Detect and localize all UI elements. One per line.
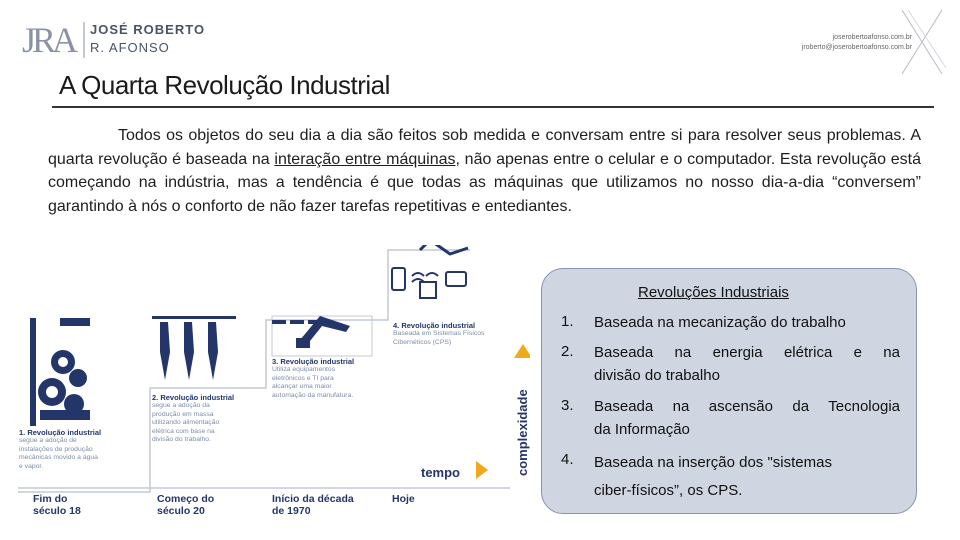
paragraph-part1: Todos os objetos do seu dia a dia são feitos sob medida e conversam entre si para resolver seus problemas. A quarta revolução é baseada na [48, 127, 921, 168]
stage4-desc: Baseada em Sistemas Físicos Cibernéticos (CPS) [393, 330, 485, 346]
paragraph-underlined-phrase: interação entre máquinas [274, 150, 456, 168]
brand-name: JOSÉ ROBERTO [90, 22, 206, 37]
cyber-physical-systems-icon [392, 245, 468, 298]
page-title: A Quarta Revolução Industrial [59, 70, 390, 100]
corner-x-mark [898, 8, 946, 76]
stage3-label: 3. Revolução industrial [272, 357, 355, 366]
time-label-3: Início da década de 1970 [272, 493, 354, 517]
stage2-label: 2. Revolução industrial [152, 393, 235, 402]
stage1-label: 1. Revolução industrial [19, 428, 102, 437]
time-label-1: Fim do século 18 [33, 493, 81, 517]
time-label-4: Hoje [392, 493, 415, 505]
logo-letters: JRA [22, 20, 75, 60]
summary-item-2-num: 2. [561, 343, 574, 360]
title-underline-rule [52, 106, 934, 108]
time-label-2: Começo do século 20 [157, 493, 215, 517]
stage3-desc: Utiliza equipamentos eletrônicos e TI para alcançar uma maior automação da manufatura. [272, 366, 354, 399]
intro-paragraph [48, 124, 921, 218]
brand-subname: R. AFONSO [90, 40, 170, 55]
paragraph-part2: , não apenas entre o celular e o computador. Esta revolução está começando na indústria, mas a tendência é que todas as máquinas que utilizamos no nosso dia-a-dia “conversem” garantindo à nós o conforto de não fazer tarefas repetitivas e entediantes. [48, 150, 922, 215]
summary-item-3-num: 3. [561, 397, 574, 414]
industrial-revolutions-illustration [10, 245, 530, 525]
steam-engine-icon [30, 318, 90, 426]
complexity-arrow [514, 344, 530, 358]
summary-item-2: Baseada na energia elétrica e na divisão do trabalho [594, 344, 900, 384]
time-arrow [476, 461, 488, 479]
summary-item-4: Baseada na inserção dos "sistemas ciber-físicos”, os CPS. [594, 454, 832, 499]
stage2-desc: segue a adoção da produção em massa utilizando alimentação elétrica com base na divisão do trabalho. [152, 402, 220, 443]
robotic-arm-icon [272, 316, 372, 356]
x-axis-label: tempo [421, 465, 460, 480]
summary-item-4-num: 4. [561, 451, 574, 468]
summary-item-1-num: 1. [561, 313, 574, 330]
summary-item-3: Baseada na ascensão da Tecnologia da Informação [594, 398, 900, 438]
stage4-label: 4. Revolução industrial [393, 321, 476, 330]
y-axis-label: complexidade [515, 389, 530, 476]
assembly-line-hooks-icon [152, 316, 236, 380]
summary-title: Revoluções Industriais [638, 284, 789, 301]
stage1-desc: segue a adoção de instalações de produção mecânicas movido a água e vapor. [19, 437, 98, 470]
email-link[interactable]: jroberto@joserobertoafonso.com.br [801, 44, 912, 51]
site-link[interactable]: joserobertoafonso.com.br [832, 34, 912, 41]
summary-item-1: Baseada na mecanização do trabalho [594, 314, 846, 331]
